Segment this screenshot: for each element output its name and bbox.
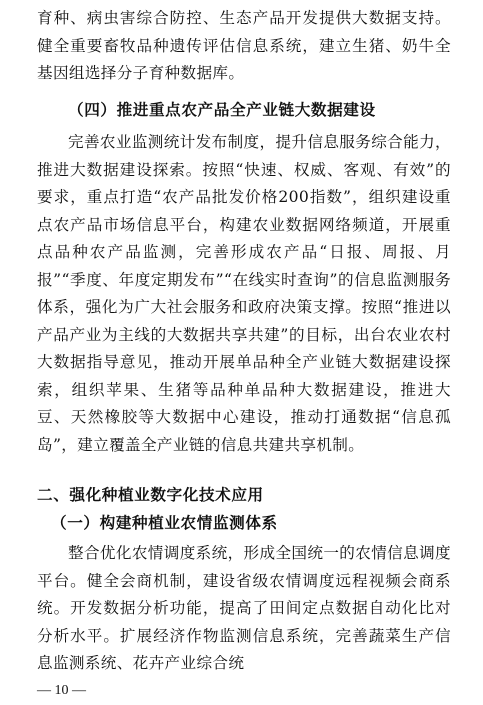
paragraph-breeding-database: 育种、病虫害综合防控、生态产品开发提供大数据支持。健全重要畜牧品种遗传评估信息系统，建立生猪、奶牛全基因组选择分子育种数据库。 bbox=[37, 9, 451, 82]
section-heading-1: （一）构建种植业农情监测体系 bbox=[51, 514, 278, 532]
chapter-heading-2: 二、强化种植业数字化技术应用 bbox=[37, 486, 264, 504]
paragraph-crop-monitoring: 整合优化农情调度系统，形成全国统一的农情信息调度平台。健全会商机制，建设省级农情调度远程视频会商系统。开发数据分析功能，提高了田间定点数据自动化比对分析水平。扩展经济作物监测信息系统，完善蔬菜生产信息监测系统、花卉产业综合统 bbox=[37, 544, 451, 672]
page-number: — 10 — bbox=[37, 683, 86, 698]
section-heading-4: （四）推进重点农产品全产业链大数据建设 bbox=[68, 101, 376, 119]
paragraph-full-chain-bigdata: 完善农业监测统计发布制度，提升信息服务综合能力，推进大数据建设探索。按照“快速、权威、客观、有效”的要求，重点打造“农产品批发价格200指数”，组织建设重点农产品市场信息平台，构建农业数据网络频道，开展重点品种农产品监测，完善形成农产品“日报、周报、月报”“季度、年度定期发布”“在线实时查询”的信息监测服务体系，强化为广大社会服务和政府决策支撑。按照“推进以产品产业为主线的大数据共享共建”的目标，出台农业农村大数据指导意见，推动开展单品种全产业链大数据建设探索，组织苹果、生猪等品种单品种大数据建设，推进大豆、天然橡胶等大数据中心建设，推动打通数据“信息孤岛”，建立覆盖全产业链的信息共建共享机制。 bbox=[37, 133, 451, 454]
